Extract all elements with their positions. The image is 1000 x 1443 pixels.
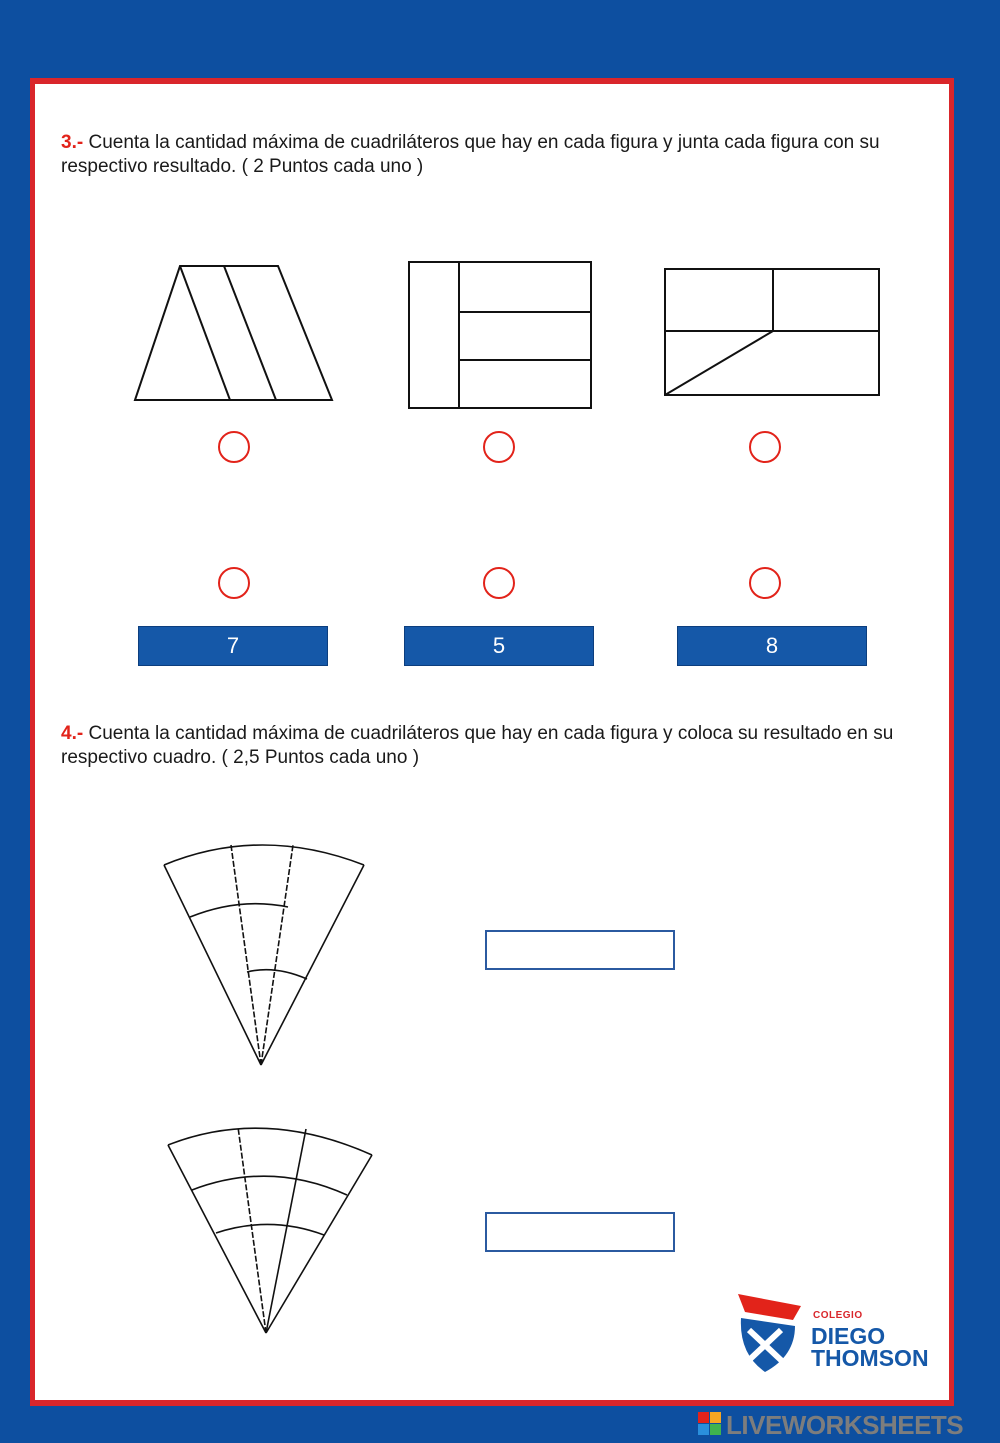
logo-small-text: COLEGIO — [813, 1310, 863, 1321]
shield-icon — [735, 1290, 805, 1380]
question-3-text: Cuenta la cantidad máxima de cuadriláteros que hay en cada figura y junta cada figura con su respectivo resultado. ( 2 Puntos cada uno ) — [61, 132, 880, 177]
answer-box-3[interactable]: 8 — [677, 626, 867, 666]
figure-rectangle-diagonal — [660, 265, 884, 399]
question-3 — [61, 131, 921, 179]
answer-box-1[interactable]: 7 — [138, 626, 328, 666]
logo-line1: DIEGO — [811, 1323, 886, 1349]
figure-rectangle-rows — [405, 258, 595, 412]
liveworksheets-logo-icon — [698, 1412, 722, 1438]
answer-box-2[interactable]: 5 — [404, 626, 594, 666]
question-4 — [61, 722, 921, 770]
liveworksheets-watermark — [698, 1408, 998, 1438]
match-dot-answer-2[interactable] — [483, 567, 515, 599]
question-4-text: Cuenta la cantidad máxima de cuadriláteros que hay en cada figura y coloca su resultado en su respectivo cuadro. ( 2,5 Puntos cada uno ) — [61, 723, 894, 768]
liveworksheets-text: LIVEWORKSHEETS — [726, 1410, 964, 1440]
answer-input-fan-1[interactable] — [485, 930, 675, 970]
school-logo — [735, 1290, 945, 1380]
answer-input-fan-2[interactable] — [485, 1212, 675, 1252]
match-dot-answer-3[interactable] — [749, 567, 781, 599]
match-dot-figure-1[interactable] — [218, 431, 250, 463]
figure-trapezoid-strips — [130, 258, 340, 406]
figure-fan-2 — [160, 1115, 380, 1340]
logo-line2: THOMSON — [811, 1345, 929, 1371]
match-dot-figure-2[interactable] — [483, 431, 515, 463]
match-dot-answer-1[interactable] — [218, 567, 250, 599]
figure-fan-1 — [155, 835, 375, 1075]
match-dot-figure-3[interactable] — [749, 431, 781, 463]
question-4-number: 4.- — [61, 723, 84, 744]
question-3-number: 3.- — [61, 132, 84, 153]
